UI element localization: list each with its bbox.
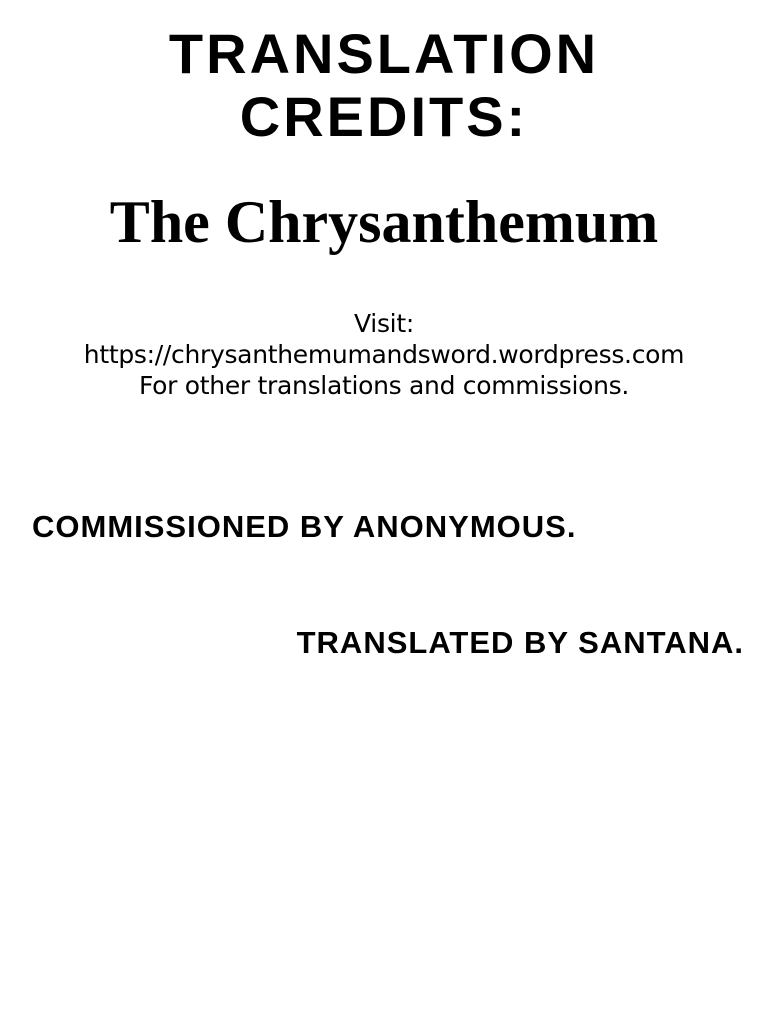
visit-block	[0, 308, 768, 401]
heading-line-translation: TRANSLATION	[168, 22, 600, 85]
translated-credit: TRANSLATED BY SANTANA.	[296, 625, 744, 660]
site-url: https://chrysanthemumandsword.wordpress.com	[83, 340, 685, 369]
visit-label: Visit:	[354, 309, 414, 338]
book-title: The Chrysanthemum	[109, 189, 659, 255]
visit-description: For other translations and commissions.	[138, 371, 630, 400]
commissioned-credit: COMMISSIONED BY ANONYMOUS.	[32, 509, 577, 544]
heading-line-credits: CREDITS:	[239, 85, 529, 148]
page-heading	[0, 22, 768, 148]
